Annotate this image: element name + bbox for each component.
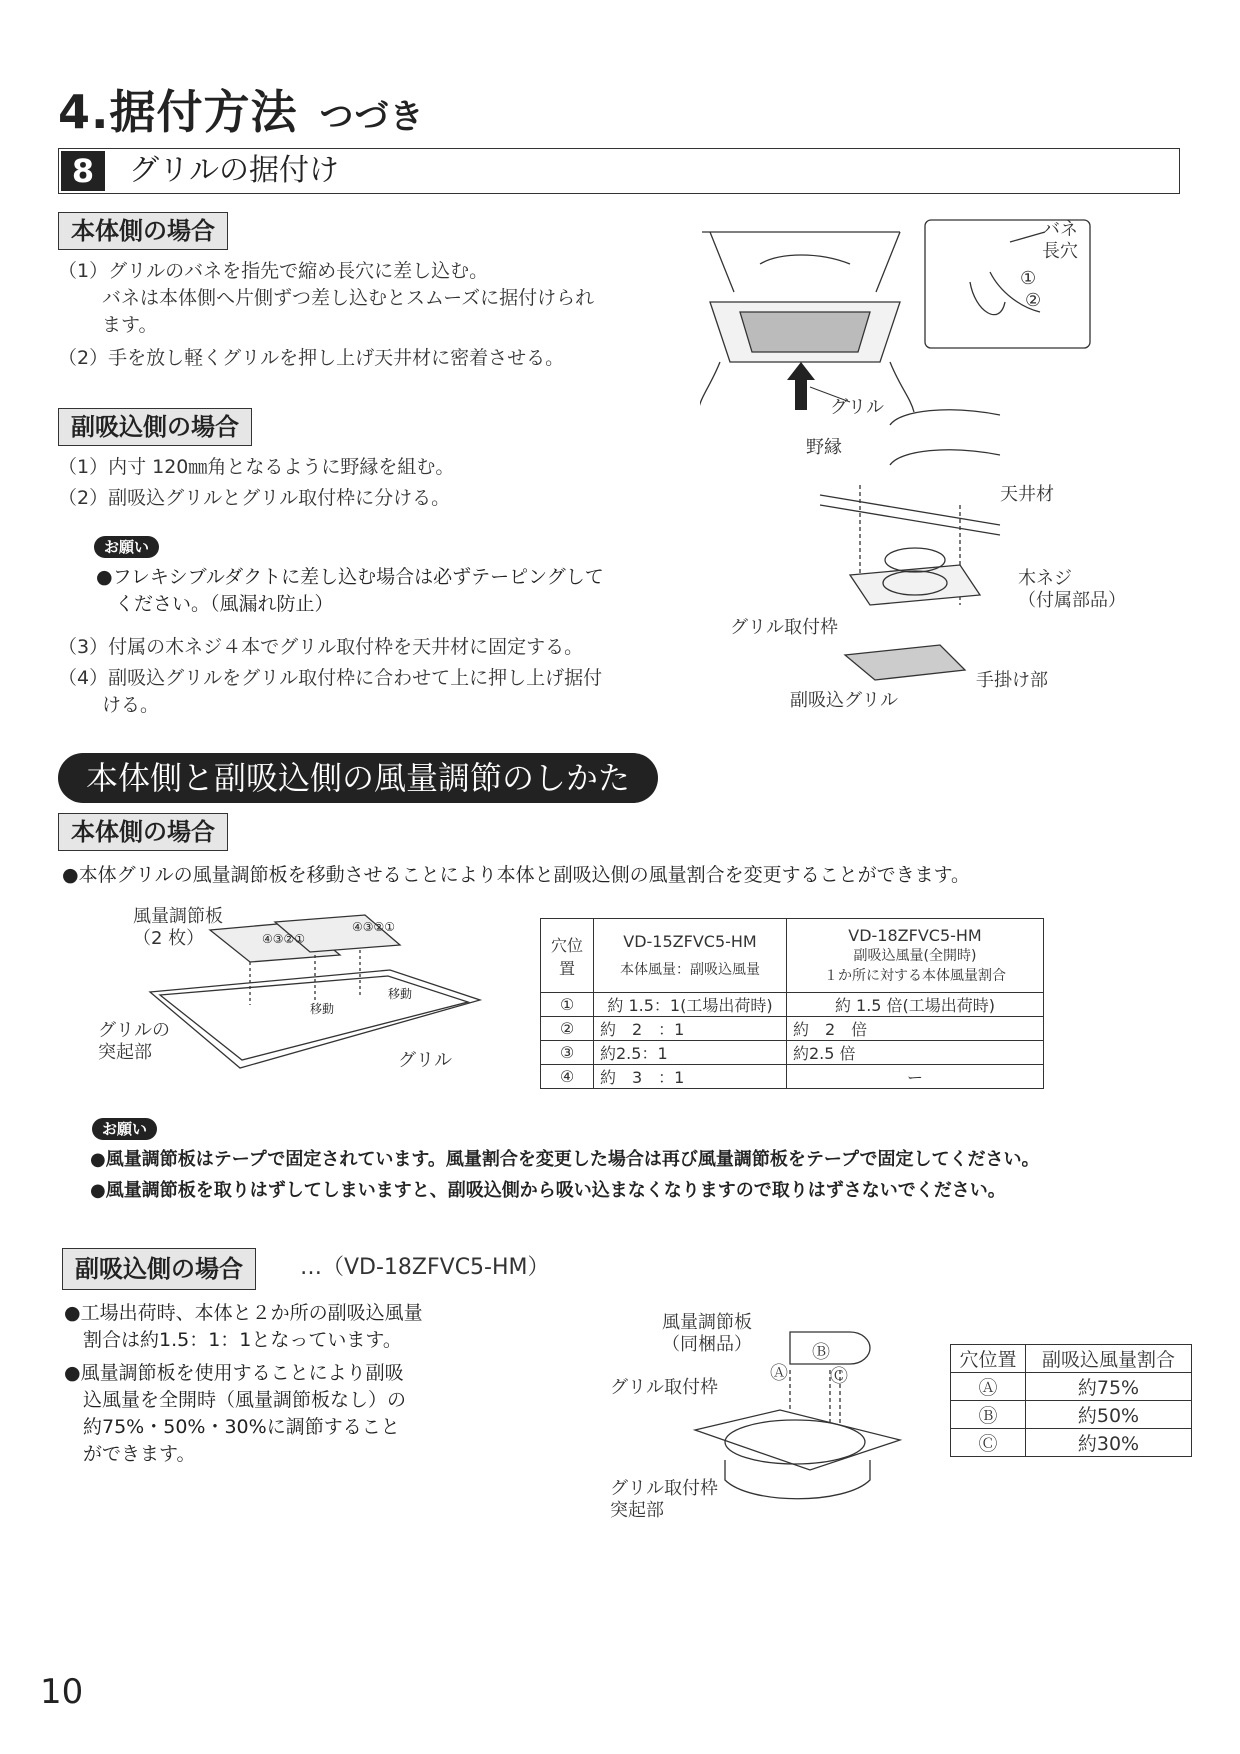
label-spring: バネ: [1042, 219, 1078, 240]
cell-pos: ②: [541, 1017, 594, 1041]
page-number: 10: [40, 1672, 84, 1712]
label-screw: 木ネジ: [1018, 568, 1072, 589]
table-header-pos: 穴位置: [951, 1345, 1026, 1373]
table-row: [541, 1041, 1044, 1065]
notice-line: ●フレキシブルダクトに差し込む場合は必ずテーピングして: [96, 566, 604, 588]
label-plate-included-2: （同梱品）: [662, 1334, 752, 1355]
cell-ratio: 約75%: [1026, 1373, 1192, 1401]
table-header-model-b: [787, 919, 1044, 993]
label-noen: 野縁: [806, 437, 842, 458]
cell-ratio-a: 約 3 ：1: [594, 1065, 787, 1089]
label-circle-2: ②: [1025, 290, 1042, 311]
table-row: [541, 1017, 1044, 1041]
table-header-pos: 穴位置: [541, 919, 594, 993]
cell-pos: Ⓐ: [951, 1373, 1026, 1401]
step-line: （3）付属の木ネジ４本でグリル取付枠を天井材に固定する。: [58, 636, 584, 658]
sub-side-steps-a: [58, 454, 454, 512]
label-plate-included: 風量調節板: [662, 1312, 752, 1333]
label-slot: 長穴: [1042, 241, 1078, 262]
section-number: 8: [61, 151, 105, 191]
table-row: [951, 1429, 1192, 1457]
page-title: [58, 76, 424, 142]
model-b-desc1: 副吸込風量(全開時): [853, 947, 977, 964]
label-boss: グリルの: [98, 1020, 170, 1041]
label-frame: グリル取付枠: [730, 617, 838, 638]
item-line: 約75%・50%・30%に調節すること: [64, 1416, 400, 1438]
airflow-section-title: 本体側と副吸込側の風量調節のしかた: [58, 753, 658, 803]
item-line: ●風量調節板を使用することにより副吸: [64, 1362, 404, 1384]
model-b-desc2: １か所に対する本体風量割合: [824, 967, 1006, 984]
table-row: [541, 1065, 1044, 1089]
sub-side-steps-b: [58, 634, 602, 719]
cell-ratio-b: ー: [787, 1065, 1044, 1089]
page-title-main: 4.据付方法: [58, 85, 298, 139]
step-line: バネは本体側へ片側ずつ差し込むとスムーズに据付けられ: [58, 287, 595, 309]
notice-line: ●風量調節板を取りはずしてしまいますと、副吸込側から吸い込まなくなりますので取りはずさないでください。: [90, 1180, 1006, 1201]
notice-line: ●風量調節板はテープで固定されています。風量割合を変更した場合は再び風量調節板をテープで固定してください。: [90, 1149, 1040, 1170]
label-screw-note: （付属部品）: [1018, 590, 1126, 611]
main-ratio-table: [540, 918, 1044, 1089]
label-hole-b: Ⓑ: [812, 1342, 830, 1363]
section-8-header: [58, 148, 1180, 194]
page-title-sub: つづき: [319, 97, 425, 137]
table-row: [951, 1373, 1192, 1401]
section-title: グリルの据付け: [129, 153, 339, 188]
label-hole-a: Ⓐ: [770, 1363, 788, 1384]
sub-ratio-table: [950, 1344, 1192, 1457]
cell-ratio-a: 約2.5：1: [594, 1041, 787, 1065]
cell-ratio-b: 約2.5 倍: [787, 1041, 1044, 1065]
cell-ratio: 約50%: [1026, 1401, 1192, 1429]
label-plate: 風量調節板: [133, 906, 223, 927]
label-move-1: 移動: [310, 1002, 335, 1016]
table-row: [541, 993, 1044, 1017]
notice-badge: お願い: [94, 536, 159, 558]
label-ceiling: 天井材: [1000, 484, 1054, 505]
cell-pos: ③: [541, 1041, 594, 1065]
item-line: ができます。: [64, 1443, 196, 1465]
cell-ratio-b: 約 2 倍: [787, 1017, 1044, 1041]
cell-ratio: 約30%: [1026, 1429, 1192, 1457]
item-line: 割合は約1.5：1：1となっています。: [64, 1329, 402, 1351]
cell-pos: ④: [541, 1065, 594, 1089]
grille-install-figure: [700, 212, 1100, 422]
step-line: （2）手を放し軽くグリルを押し上げ天井材に密着させる。: [58, 347, 565, 369]
sub-side-notice: [96, 564, 604, 618]
sub-side-heading: 副吸込側の場合: [58, 408, 252, 446]
main-side-heading: 本体側の場合: [58, 212, 228, 250]
label-grille: グリル: [830, 397, 884, 418]
main-side-steps: [58, 258, 594, 372]
main-adj-notice: [90, 1146, 1040, 1204]
label-subgrille: 副吸込グリル: [790, 690, 898, 711]
label-boss-2: 突起部: [98, 1042, 152, 1063]
step-line: （2）副吸込グリルとグリル取付枠に分ける。: [58, 487, 451, 509]
item-line: 込風量を全開時（風量調節板なし）の: [64, 1389, 407, 1411]
step-line: （4）副吸込グリルをグリル取付枠に合わせて上に押し上げ据付: [58, 667, 603, 689]
main-adj-heading: 本体側の場合: [58, 813, 228, 851]
label-move-2: 移動: [388, 987, 413, 1001]
cell-pos: Ⓑ: [951, 1401, 1026, 1429]
sub-adj-model: …（VD-18ZFVC5-HM）: [300, 1255, 550, 1280]
sub-adj-items: [64, 1300, 423, 1468]
table-header-ratio: 副吸込風量割合: [1026, 1345, 1192, 1373]
cell-pos: ①: [541, 993, 594, 1017]
sub-adj-heading: 副吸込側の場合: [62, 1248, 256, 1290]
label-handle: 手掛け部: [976, 670, 1048, 691]
label-circle-1: ①: [1020, 268, 1037, 289]
cell-ratio-b: 約 1.5 倍(工場出荷時): [787, 993, 1044, 1017]
table-row: [951, 1401, 1192, 1429]
step-line: （1）グリルのバネを指先で縮め長穴に差し込む。: [58, 260, 489, 282]
notice-line: ください。（風漏れ防止）: [96, 593, 334, 615]
label-plate-count: （2 枚）: [133, 928, 205, 949]
step-line: ます。: [58, 314, 158, 336]
label-hole-c: Ⓒ: [830, 1366, 848, 1387]
model-a-desc: 本体風量：副吸込風量: [620, 961, 760, 978]
model-a: VD-15ZFVC5-HM: [623, 931, 757, 951]
label-frame-2: グリル取付枠: [610, 1377, 718, 1398]
notice-badge-2: お願い: [92, 1118, 157, 1140]
label-frame-boss: グリル取付枠: [610, 1478, 718, 1499]
table-header-model-a: [594, 919, 787, 993]
cell-pos: Ⓒ: [951, 1429, 1026, 1457]
item-line: ●工場出荷時、本体と２か所の副吸込風量: [64, 1302, 423, 1324]
cell-ratio-a: 約 2 ：1: [594, 1017, 787, 1041]
step-line: ける。: [58, 694, 160, 716]
label-grille-2: グリル: [398, 1050, 452, 1071]
cell-ratio-a: 約 1.5：1(工場出荷時): [594, 993, 787, 1017]
main-adj-description: ●本体グリルの風量調節板を移動させることにより本体と副吸込側の風量割合を変更することができます。: [62, 864, 971, 886]
label-frame-boss-2: 突起部: [610, 1500, 664, 1521]
step-line: （1）内寸 120㎜角となるように野縁を組む。: [58, 456, 455, 478]
label-hole-numbers-1: ④③②①: [262, 932, 306, 946]
label-hole-numbers-2: ④③②①: [352, 920, 396, 934]
model-b: VD-18ZFVC5-HM: [848, 925, 982, 945]
